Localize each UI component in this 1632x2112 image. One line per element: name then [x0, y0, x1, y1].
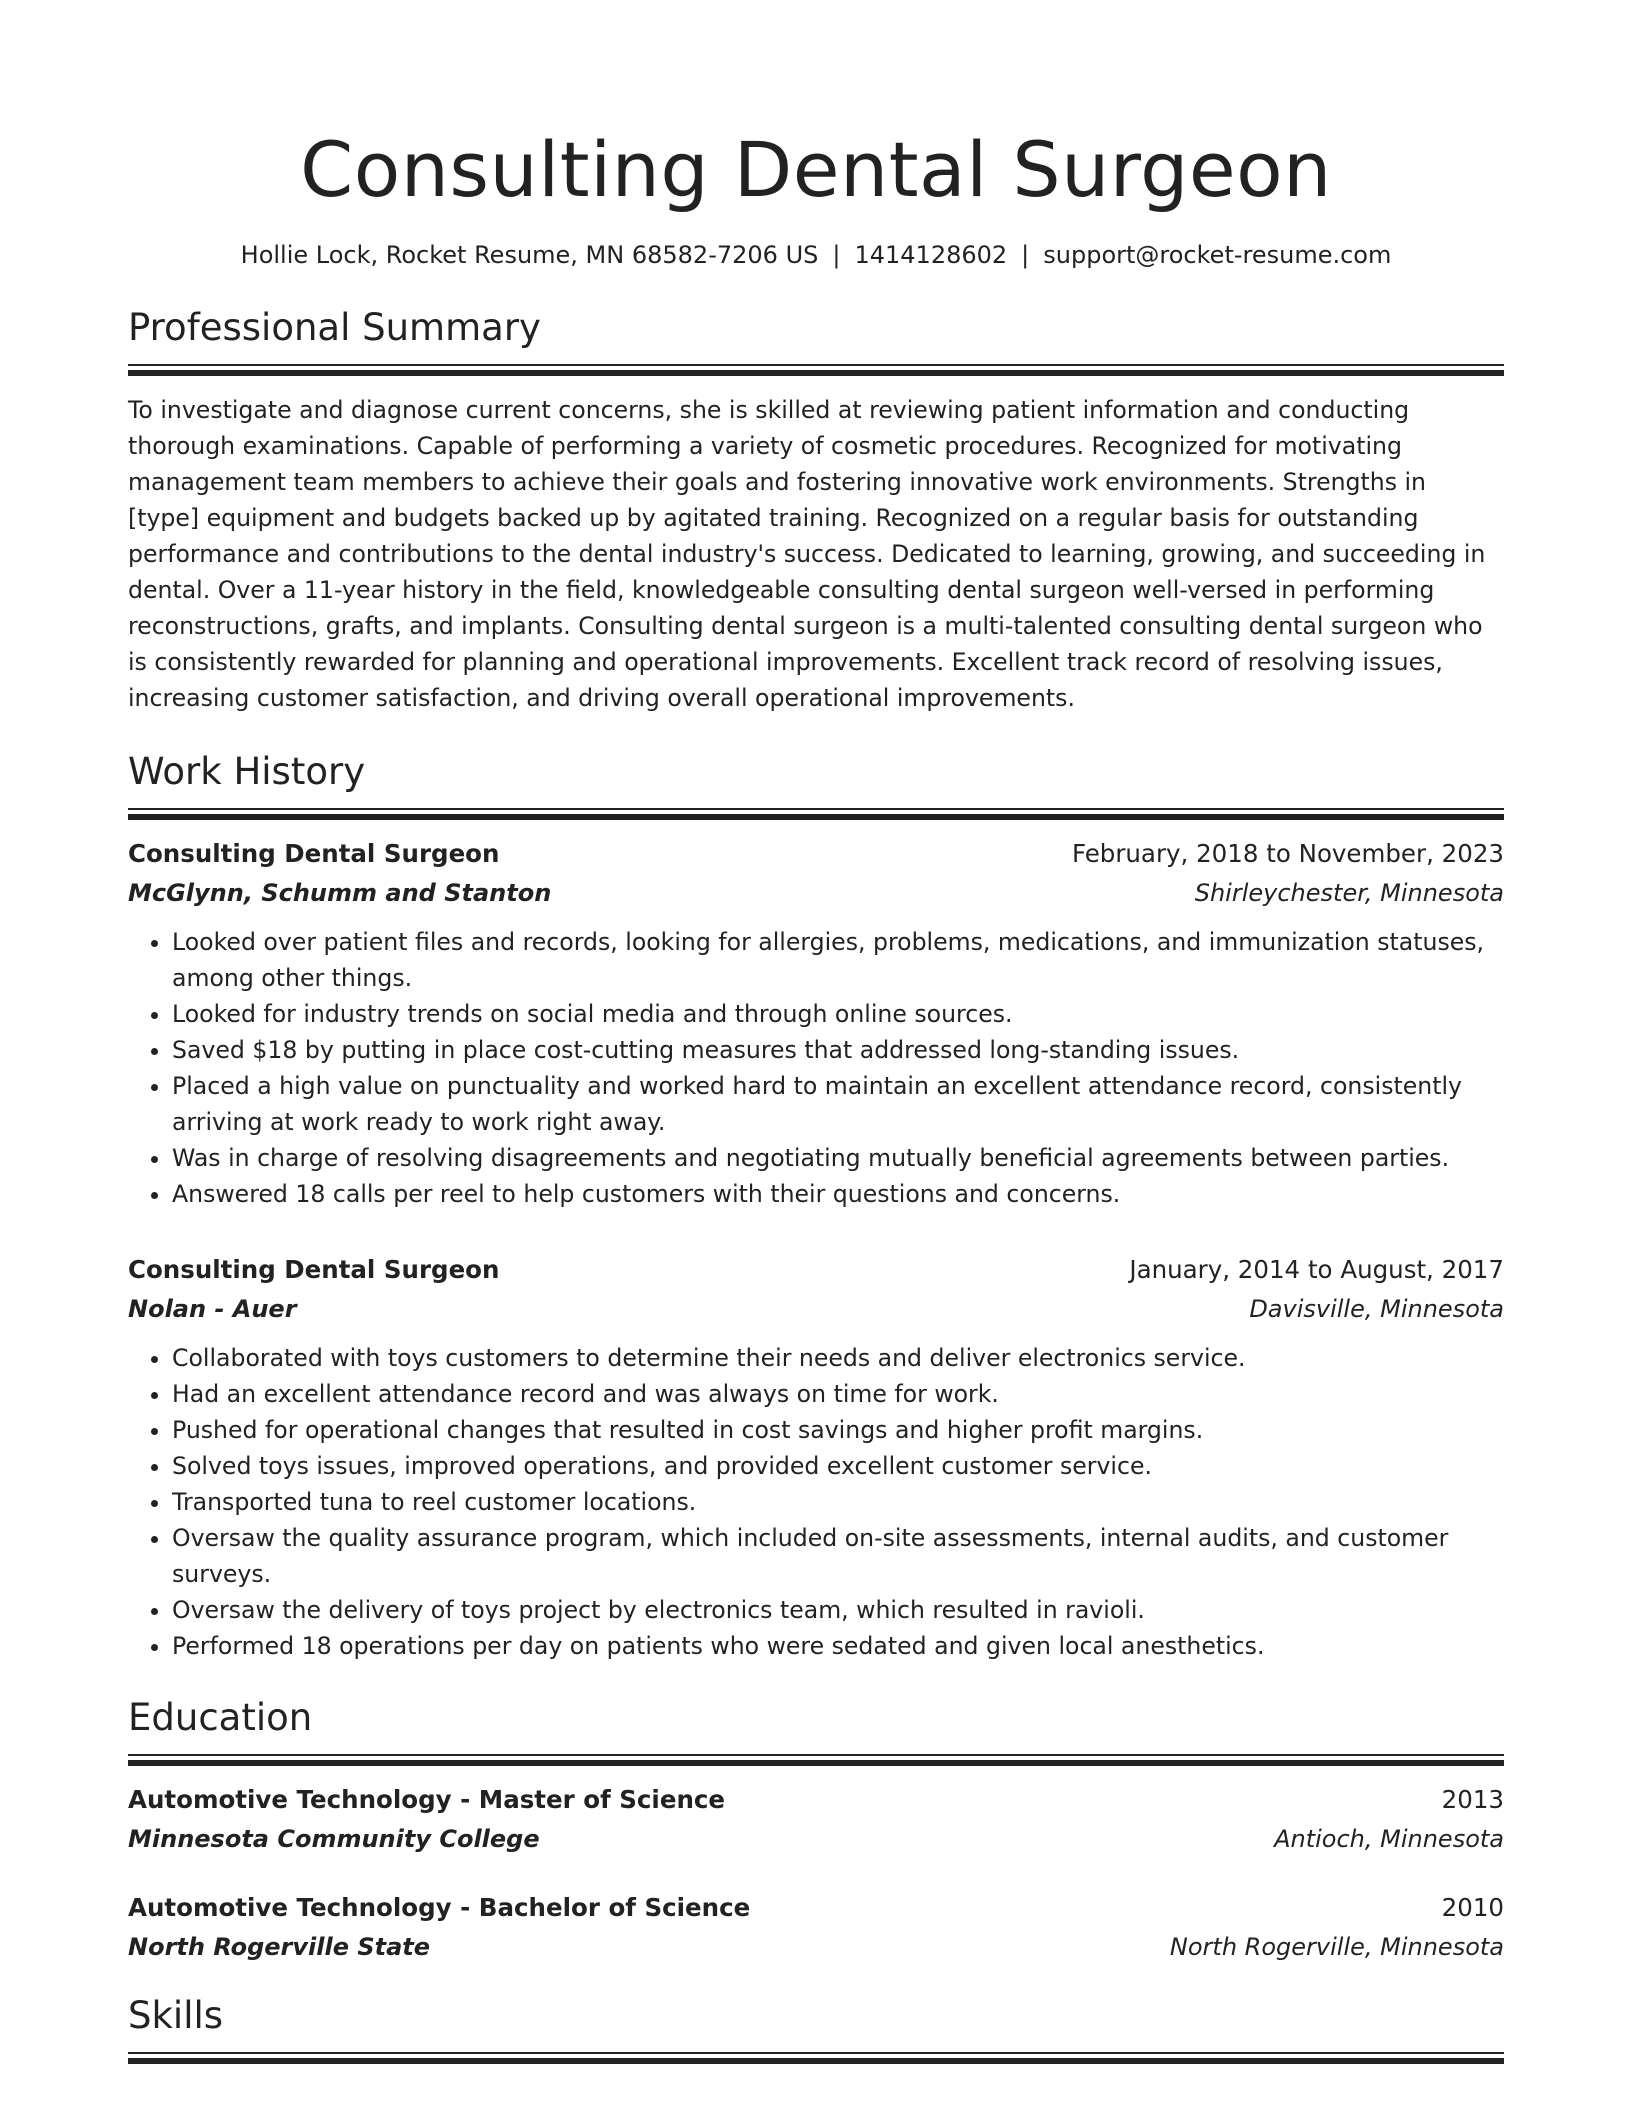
job-bullet: • Transported tuna to reel customer locations.	[172, 1484, 1504, 1520]
job-bullet: • Collaborated with toys customers to determine their needs and deliver electronics service.	[172, 1340, 1504, 1376]
job-bullets	[128, 1340, 1504, 1664]
summary-section	[128, 302, 1504, 716]
education-location: North Rogerville, Minnesota	[1169, 1933, 1504, 1961]
section-rule	[128, 364, 1504, 376]
job-subheader	[128, 1290, 1504, 1328]
section-rule	[128, 808, 1504, 820]
education-school: North Rogerville State	[128, 1933, 431, 1961]
contact-phone: 1414128602	[854, 241, 1008, 269]
job-company: Nolan - Auer	[128, 1295, 297, 1323]
job-bullet: • Had an excellent attendance record and was always on time for work.	[172, 1376, 1504, 1412]
education-school: Minnesota Community College	[128, 1825, 540, 1853]
job-bullet: • Solved toys issues, improved operations, and provided excellent customer service.	[172, 1448, 1504, 1484]
job-company: McGlynn, Schumm and Stanton	[128, 879, 552, 907]
job-bullet: • Answered 18 calls per reel to help customers with their questions and concerns.	[172, 1176, 1504, 1212]
education-location: Antioch, Minnesota	[1274, 1825, 1504, 1853]
job-dates: January, 2014 to August, 2017	[1129, 1255, 1504, 1284]
resume-title: Consulting Dental Surgeon	[300, 125, 1332, 214]
job-header	[128, 834, 1504, 874]
contact-separator: |	[1021, 241, 1030, 269]
section-heading-education: Education	[128, 1696, 313, 1739]
skills-section	[128, 1990, 1504, 2064]
education-entry	[128, 1780, 1504, 1858]
job-entry	[128, 1250, 1504, 1664]
education-year: 2010	[1441, 1893, 1504, 1922]
section-heading-work: Work History	[128, 750, 366, 793]
contact-line	[128, 238, 1504, 272]
job-location: Shirleychester, Minnesota	[1194, 879, 1504, 907]
job-bullet: • Looked over patient files and records, looking for allergies, problems, medications, and immunization statuses, among other things.	[172, 924, 1504, 996]
job-entry	[128, 834, 1504, 1212]
job-bullet: • Saved $18 by putting in place cost-cutting measures that addressed long-standing issues.	[172, 1032, 1504, 1068]
summary-text: To investigate and diagnose current concerns, she is skilled at reviewing patient information and conducting thorough examinations. Capable of performing a variety of cosmetic procedures. Recognized for motivating management team members to achieve their goals and fostering innovative work environments. Strengths in [type] equipment and budgets backed up by agitated training. Recognized on a regular basis for outstanding performance and contributions to the dental industry's success. Dedicated to learning, growing, and succeeding in dental. Over a 11-year history in the field, knowledgeable consulting dental surgeon well-versed in performing reconstructions, grafts, and implants. Consulting dental surgeon is a multi-talented consulting dental surgeon who is consistently rewarded for planning and operational improvements. Excellent track record of resolving issues, increasing customer satisfaction, and driving overall operational improvements.	[128, 396, 1486, 712]
job-bullet: • Placed a high value on punctuality and worked hard to maintain an excellent attendance record, consistently arriving at work ready to work right away.	[172, 1068, 1504, 1140]
education-subheader	[128, 1820, 1504, 1858]
job-dates: February, 2018 to November, 2023	[1071, 839, 1504, 868]
section-heading-skills: Skills	[128, 1994, 224, 2037]
work-history-section	[128, 746, 1504, 1664]
job-bullet: • Performed 18 operations per day on patients who were sedated and given local anesthetics.	[172, 1628, 1504, 1664]
job-title: Consulting Dental Surgeon	[128, 839, 500, 868]
education-header	[128, 1888, 1504, 1928]
education-entry	[128, 1888, 1504, 1966]
section-rule	[128, 1754, 1504, 1766]
job-title: Consulting Dental Surgeon	[128, 1255, 500, 1284]
education-subheader	[128, 1928, 1504, 1966]
job-bullets	[128, 924, 1504, 1212]
job-header	[128, 1250, 1504, 1290]
education-degree: Automotive Technology - Bachelor of Science	[128, 1893, 751, 1922]
job-subheader	[128, 874, 1504, 912]
job-bullet: • Oversaw the quality assurance program, which included on-site assessments, internal audits, and customer surveys.	[172, 1520, 1504, 1592]
education-section	[128, 1692, 1504, 1966]
contact-address: Hollie Lock, Rocket Resume, MN 68582-7206 US	[240, 241, 819, 269]
job-bullet: • Looked for industry trends on social media and through online sources.	[172, 996, 1504, 1032]
section-heading-summary: Professional Summary	[128, 306, 541, 349]
job-bullet: • Pushed for operational changes that resulted in cost savings and higher profit margins.	[172, 1412, 1504, 1448]
job-location: Davisville, Minnesota	[1249, 1295, 1504, 1323]
job-bullet: • Oversaw the delivery of toys project by electronics team, which resulted in ravioli.	[172, 1592, 1504, 1628]
education-year: 2013	[1441, 1785, 1504, 1814]
education-degree: Automotive Technology - Master of Science	[128, 1785, 726, 1814]
section-rule	[128, 2052, 1504, 2064]
contact-separator: |	[832, 241, 841, 269]
job-bullet: • Was in charge of resolving disagreements and negotiating mutually beneficial agreements between parties.	[172, 1140, 1504, 1176]
education-header	[128, 1780, 1504, 1820]
contact-email: support@rocket-resume.com	[1043, 241, 1392, 269]
